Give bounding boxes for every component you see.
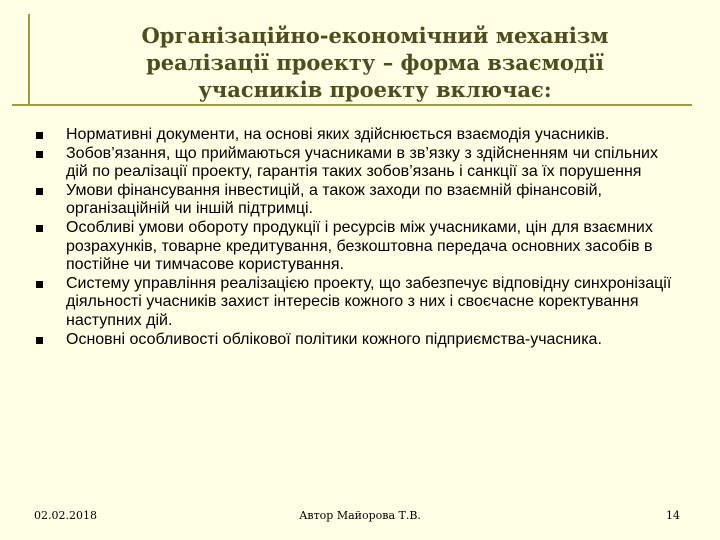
- bullet-item-2: [34, 145, 684, 182]
- title-line-1: Організаційно-економічний механізм: [141, 23, 609, 48]
- square-bullet-icon: [36, 225, 43, 232]
- square-bullet-icon: [36, 188, 43, 195]
- square-bullet-icon: [36, 132, 43, 139]
- bullet-item-4: [34, 219, 684, 275]
- bullet-item-5: [34, 275, 684, 331]
- square-bullet-icon: [36, 337, 43, 344]
- frame-horizontal-line: [12, 104, 692, 106]
- bullet-item-3: [34, 182, 684, 219]
- page-number: 14: [666, 509, 680, 522]
- bullet-text: Систему управління реалізацією проекту, що забезпечує відповідну синхронізації діяльності учасників захист інтересів кожного з них і своєчасне коректування наступних дій.: [66, 274, 672, 329]
- bullet-text: Основні особливості облікової політики кожного підприємства-учасника.: [66, 330, 602, 348]
- title-line-2: реалізації проекту – форма взаємодії: [146, 50, 604, 75]
- bullet-item-1: [34, 126, 684, 145]
- title-line-3: учасників проекту включає:: [198, 77, 552, 102]
- bullet-text: Особливі умови обороту продукції і ресурсів між учасниками, цін для взаємних розрахунків, товарне кредитування, безкоштовна передача основних засобів в постійне чи тимчасове користування.: [66, 218, 653, 274]
- frame-vertical-line: [28, 14, 30, 106]
- bullet-list: [34, 126, 684, 349]
- bullet-text: Зобов’язання, що приймаються учасниками в зв’язку з здійсненням чи спільних дій по реалізації проекту, гарантія таких зобов’язань і санкції за їх порушення: [66, 144, 658, 181]
- bullet-text: Умови фінансування інвестицій, а також заходи по взаємній фінансовій, організаційній чи іншій підтримці.: [66, 181, 602, 218]
- bullet-text: Нормативні документи, на основі яких здійснюється взаємодія учасників.: [66, 126, 610, 143]
- slide-title: [60, 22, 690, 103]
- square-bullet-icon: [36, 151, 43, 158]
- footer-date: 02.02.2018: [34, 509, 97, 522]
- bullet-item-6: [34, 331, 684, 350]
- square-bullet-icon: [36, 281, 43, 288]
- footer-author: Автор Майорова Т.В.: [299, 509, 421, 522]
